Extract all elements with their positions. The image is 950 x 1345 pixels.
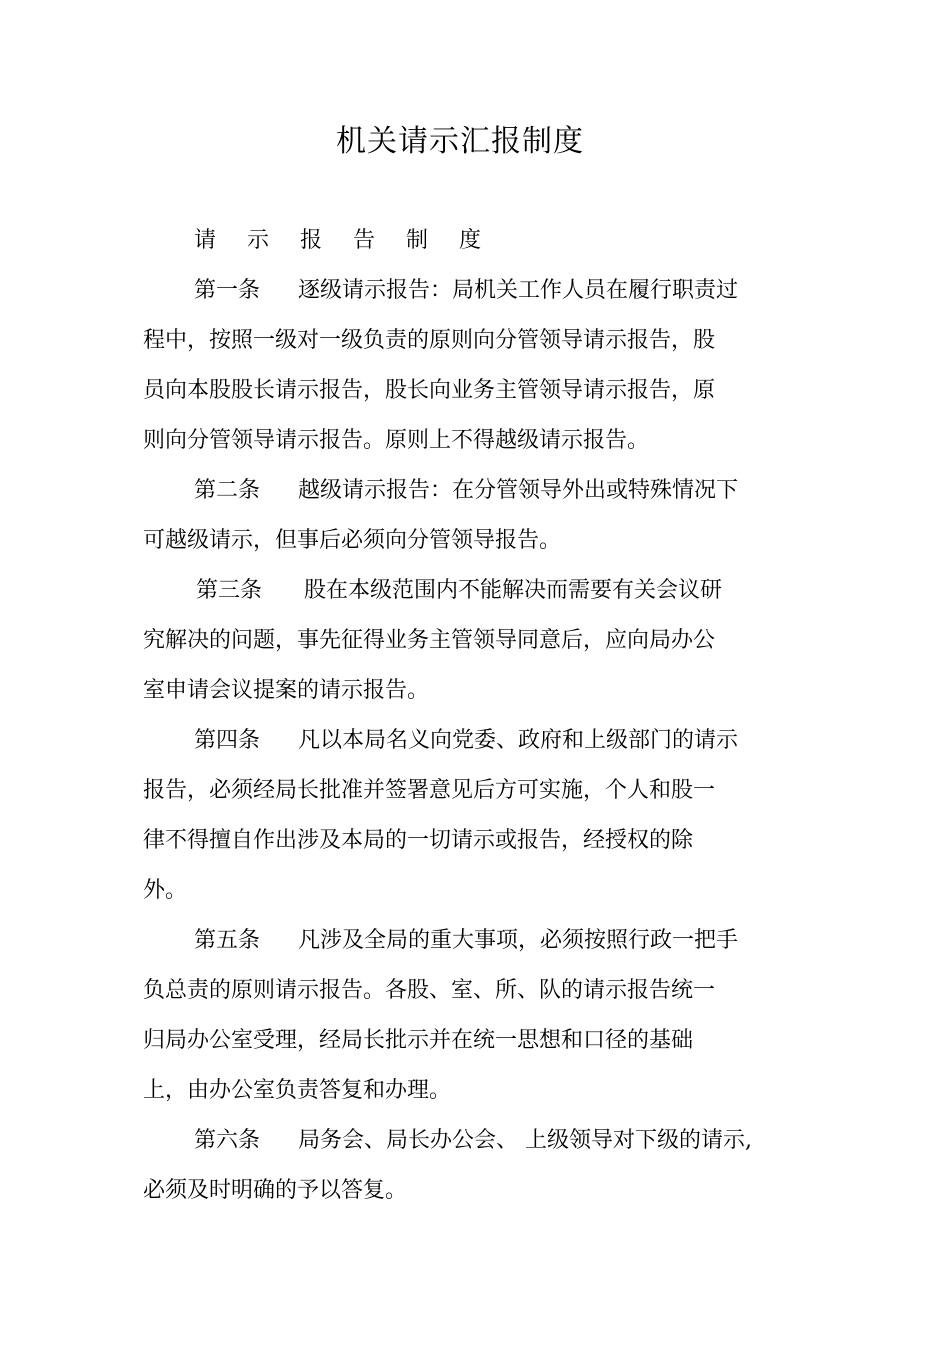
article-5-line-4: 上，由办公室负责答复和办理。: [143, 1078, 452, 1103]
article-4-line-2: 报告，必须经局长批准并签署意见后方可实施，个人和股一: [143, 778, 716, 803]
article-3-line-3: 室申请会议提案的请示报告。: [143, 678, 430, 703]
article-6-line-2: 必须及时明确的予以答复。: [143, 1178, 408, 1203]
article-3-label: 第三条: [196, 578, 263, 603]
article-2-label: 第二条: [194, 478, 261, 503]
article-1-text: 逐级请示报告：局机关工作人员在履行职责过: [298, 278, 739, 303]
article-5-line-2: 负总责的原则请示报告。各股、室、所、队的请示报告统一: [143, 978, 716, 1003]
article-3-line-2: 究解决的问题，事先征得业务主管领导同意后，应向局办公: [143, 628, 716, 653]
article-4-line-4: 外。: [143, 878, 188, 903]
article-2-line-2: 可越级请示，但事后必须向分管领导报告。: [143, 528, 562, 553]
article-1-first-line: [194, 276, 738, 306]
article-5-label: 第五条: [194, 928, 261, 953]
article-3-text: 股在本级范围内不能解决而需要有关会议研: [304, 578, 723, 603]
article-1-line-2: 程中，按照一级对一级负责的原则向分管领导请示报告，股: [143, 328, 716, 353]
document-title: 机关请示汇报制度: [336, 124, 584, 159]
article-1-line-3: 员向本股股长请示报告，股长向业务主管领导请示报告，原: [143, 378, 716, 403]
article-1-line-4: 则向分管领导请示报告。原则上不得越级请示报告。: [143, 428, 650, 453]
article-4-first-line: [194, 726, 738, 756]
article-4-line-3: 律不得擅自作出涉及本局的一切请示或报告，经授权的除: [143, 828, 694, 853]
article-6-first-line: [194, 1126, 752, 1156]
document-subtitle: 请 示 报 告 制 度: [194, 228, 493, 253]
article-6-text: 局务会、局长办公会、 上级领导对下级的请示,: [298, 1128, 752, 1153]
article-1-label: 第一条: [194, 278, 261, 303]
article-6-label: 第六条: [194, 1128, 261, 1153]
article-4-text: 凡以本局名义向党委、政府和上级部门的请示: [298, 728, 739, 753]
article-3-first-line: [196, 576, 722, 606]
article-5-line-3: 归局办公室受理，经局长批示并在统一思想和口径的基础: [143, 1028, 694, 1053]
article-2-text: 越级请示报告：在分管领导外出或特殊情况下: [298, 478, 739, 503]
article-2-first-line: [194, 476, 738, 506]
article-5-text: 凡涉及全局的重大事项，必须按照行政一把手: [298, 928, 739, 953]
article-5-first-line: [194, 926, 738, 956]
article-4-label: 第四条: [194, 728, 261, 753]
